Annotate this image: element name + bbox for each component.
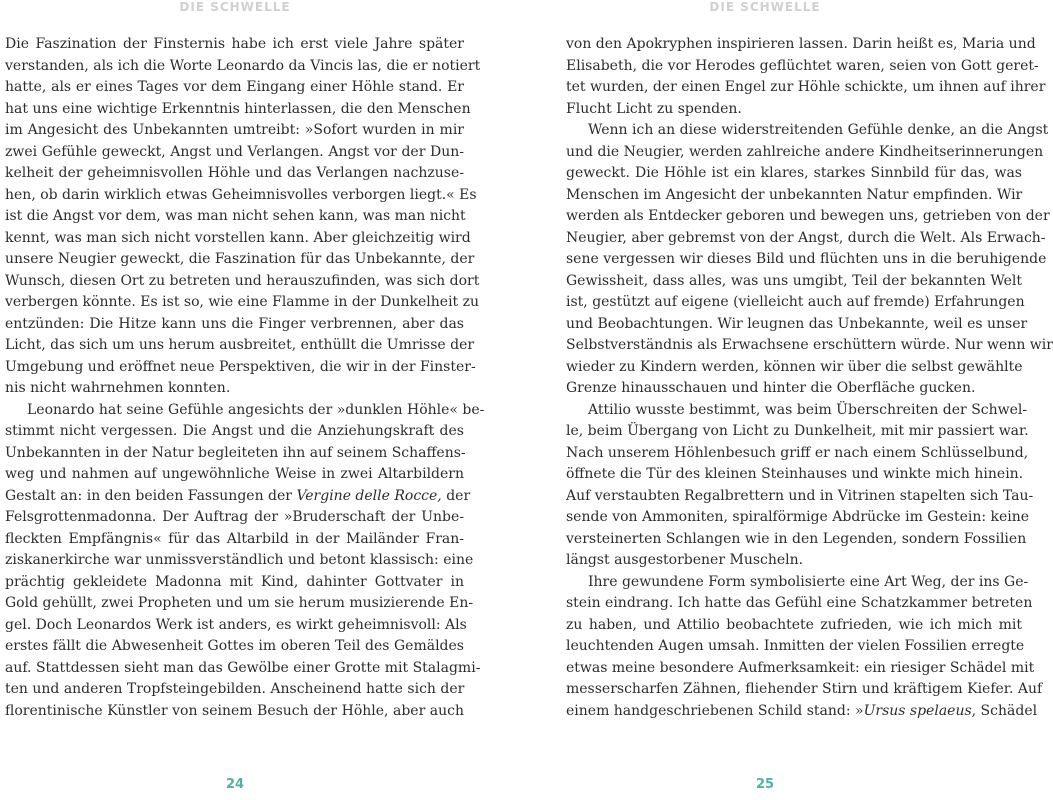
text-line: hen, ob darin wirklich etwas Geheimnisvolles verborgen liegt.« Es bbox=[5, 186, 477, 203]
text-line: ist die Angst vor dem, was man nicht sehen kann, was man nicht bbox=[5, 208, 466, 224]
text-line: hat uns eine wichtige Erkenntnis hinterlassen, die den Menschen bbox=[5, 100, 471, 117]
text-line: Licht, das sich um uns herum ausbreitet, enthüllt die Umrisse der bbox=[5, 337, 475, 353]
text-line: entzünden: Die Hitze kann uns die Finger verbrennen, aber das bbox=[5, 315, 464, 332]
text-line: erstes fällt die Abwesenheit Gottes im oberen Teil des Gemäldes bbox=[5, 638, 464, 654]
text-line: gel. Doch Leonardos Werk ist anders, es wirkt geheimnisvoll: Als bbox=[5, 616, 467, 633]
text-line: Unbekannten in der Natur begleiteten ihn auf seinem Schaffens- bbox=[5, 444, 466, 461]
text-line: stimmt nicht vergessen. Die Angst und die Anziehungskraft des bbox=[5, 423, 464, 439]
text-line: Ihre gewundene Form symbolisierte eine Art Weg, der ins Ge- bbox=[588, 573, 1029, 590]
text-line: leuchtenden Augen umsah. Inmitten der vielen Fossilien erregte bbox=[566, 638, 1025, 654]
text-line: le, beim Übergang von Licht zu Dunkelheit, mit mir passiert war. bbox=[566, 423, 1029, 439]
body-text bbox=[5, 34, 485, 722]
text-line: im Angesicht des Unbekannten umtreibt: »Sofort wurden in mir bbox=[5, 122, 464, 138]
text-line: von den Apokryphen inspirieren lassen. Darin heißt es, Maria und bbox=[566, 36, 1036, 52]
text-line: weg und nahmen auf ungewöhnliche Weise in zwei Altarbildern bbox=[5, 466, 464, 482]
text-line: Grenze hinausschauen und hinter die Oberfläche gucken. bbox=[566, 380, 976, 396]
body-text bbox=[566, 34, 1053, 722]
text-line: längst ausgestorbener Muscheln. bbox=[566, 552, 804, 568]
text-line: unsere Neugier geweckt, die Faszination für das Unbekannte, der bbox=[5, 251, 475, 267]
text-line: florentinische Künstler von seinem Besuch der Höhle, aber auch bbox=[5, 702, 464, 719]
text-line: Menschen im Angesicht der unbekannten Natur empfinden. Wir bbox=[566, 186, 1023, 203]
text-line: nis nicht wahrnehmen konnten. bbox=[5, 380, 231, 396]
text-line: zwei Gefühle geweckt, Angst und Verlangen. Angst vor der Dun- bbox=[5, 143, 464, 160]
text-line: geweckt. Die Höhle ist ein klares, starkes Sinnbild für das, was bbox=[566, 165, 1022, 181]
text-line: und die Neugier, werden zahlreiche andere Kindheitserinnerungen bbox=[566, 143, 1044, 160]
text-line: ziskanerkirche war unmissverständlich und betont klassisch: eine bbox=[5, 552, 474, 568]
text-line: fleckten Empfängnis« für das Altarbild in der Mailänder Fran- bbox=[5, 530, 464, 547]
text-line: Elisabeth, die vor Herodes geflüchtet waren, seien von Gott geret- bbox=[566, 57, 1039, 74]
text-run: Gestalt an: in den beiden Fassungen der bbox=[5, 487, 297, 504]
text-line: verbergen könnte. Es ist so, wie eine Flamme in der Dunkelheit zu bbox=[5, 294, 480, 310]
text-line: Gold gehüllt, zwei Propheten und um sie herum musizierende En- bbox=[5, 595, 474, 611]
text-line: kelheit der geheimnisvollen Höhle und das Verlangen nachzuse- bbox=[5, 165, 464, 181]
text-line: ist, gestützt auf eigene (vielleicht auch auf fremde) Erfahrungen bbox=[566, 294, 1025, 310]
text-line: und Beobachtungen. Wir leugnen das Unbekannte, weil es unser bbox=[566, 315, 1028, 332]
text-line: prächtig gekleidete Madonna mit Kind, dahinter Gottvater in bbox=[5, 573, 464, 590]
text-line: Selbstverständnis als Erwachsene erschüttern würde. Nur wenn wir bbox=[566, 337, 1053, 353]
text-line: Gewissheit, dass alles, was uns umgibt, Teil der bekannten Welt bbox=[566, 272, 1022, 289]
text-line: tet wurden, der einen Engel zur Höhle schickte, um ihnen auf ihrer bbox=[566, 79, 1046, 95]
text-line: messerscharfen Zähnen, fliehender Stirn und kräftigem Kiefer. Auf bbox=[566, 681, 1043, 697]
text-line: wieder zu Kindern werden, können wir über die selbst gewählte bbox=[566, 358, 1023, 375]
text-line: Attilio wusste bestimmt, was beim Überschreiten der Schwel- bbox=[588, 401, 1028, 418]
text-line: Wenn ich an diese widerstreitenden Gefühle denke, an die Angst bbox=[588, 122, 1049, 138]
text-line: auf. Stattdessen sieht man das Gewölbe einer Grotte mit Stalagmi- bbox=[5, 659, 481, 676]
text-line: etwas meine besondere Aufmerksamkeit: ein riesiger Schädel mit bbox=[566, 659, 1035, 676]
text-line: Nach unserem Höhlenbesuch griff er nach einem Schlüsselbund, bbox=[566, 444, 1029, 461]
text-line: Die Faszination der Finsternis habe ich erst viele Jahre später bbox=[5, 36, 464, 52]
text-line: stein eindrang. Ich hatte das Gefühl eine Schatzkammer betreten bbox=[566, 595, 1033, 611]
italic-title: Vergine delle Rocce, bbox=[296, 487, 442, 504]
text-line: sende von Ammoniten, spiralförmige Abdrücke im Gestein: keine bbox=[566, 509, 1030, 525]
text-line: Umgebung und eröffnet neue Perspektiven, die wir in der Finster- bbox=[5, 358, 476, 375]
text-line: Felsgrottenmadonna. Der Auftrag der »Bruderschaft der Unbe- bbox=[5, 509, 464, 525]
text-run: der bbox=[441, 487, 471, 504]
text-line: Flucht Licht zu spenden. bbox=[566, 100, 742, 117]
text-line: versteinerten Schlangen wie in den Legenden, sondern Fossilien bbox=[566, 530, 1027, 547]
running-head: DIE SCHWELLE bbox=[179, 0, 291, 14]
page-number: 24 bbox=[225, 777, 245, 792]
text-line: kennt, was man sich nicht vorstellen kann. Aber gleichzeitig wird bbox=[5, 229, 471, 246]
text-line bbox=[566, 701, 1038, 723]
text-line: Auf verstaubten Regalbrettern und in Vitrinen stapelten sich Tau- bbox=[566, 487, 1034, 504]
right-page bbox=[530, 0, 1053, 800]
text-run: , Schädel bbox=[971, 702, 1038, 719]
text-line: öffnete die Tür des kleinen Steinhauses und winkte mich hinein. bbox=[566, 466, 1024, 482]
text-line: ten und anderen Tropfsteingebilden. Anscheinend hatte sich der bbox=[5, 681, 465, 697]
text-line: Leonardo hat seine Gefühle angesichts der »dunklen Höhle« be- bbox=[27, 401, 485, 418]
text-line: verstanden, als ich die Worte Leonardo da Vincis las, die er notiert bbox=[5, 57, 481, 74]
text-line: werden als Entdecker geboren und bewegen uns, getrieben von der bbox=[566, 208, 1050, 224]
text-run: einem handgeschriebenen Schild stand: » bbox=[566, 702, 864, 719]
text-line: hatte, als er eines Tages vor dem Eingang einer Höhle stand. Er bbox=[5, 79, 464, 95]
text-line: sene vergessen wir dieses Bild und flüchten uns in die beruhigende bbox=[566, 251, 1047, 267]
page-number: 25 bbox=[755, 777, 775, 792]
text-line: zu haben, und Attilio beobachtete zufrieden, wie ich mich mit bbox=[566, 616, 1022, 633]
running-head: DIE SCHWELLE bbox=[709, 0, 821, 14]
text-line bbox=[5, 486, 471, 508]
text-line: Wunsch, diesen Ort zu betreten und herauszufinden, was sich dort bbox=[5, 272, 480, 289]
italic-title: Ursus spelaeus bbox=[863, 702, 972, 719]
left-page bbox=[0, 0, 485, 800]
text-line: Neugier, aber gebremst von der Angst, durch die Welt. Als Erwach- bbox=[566, 229, 1046, 246]
